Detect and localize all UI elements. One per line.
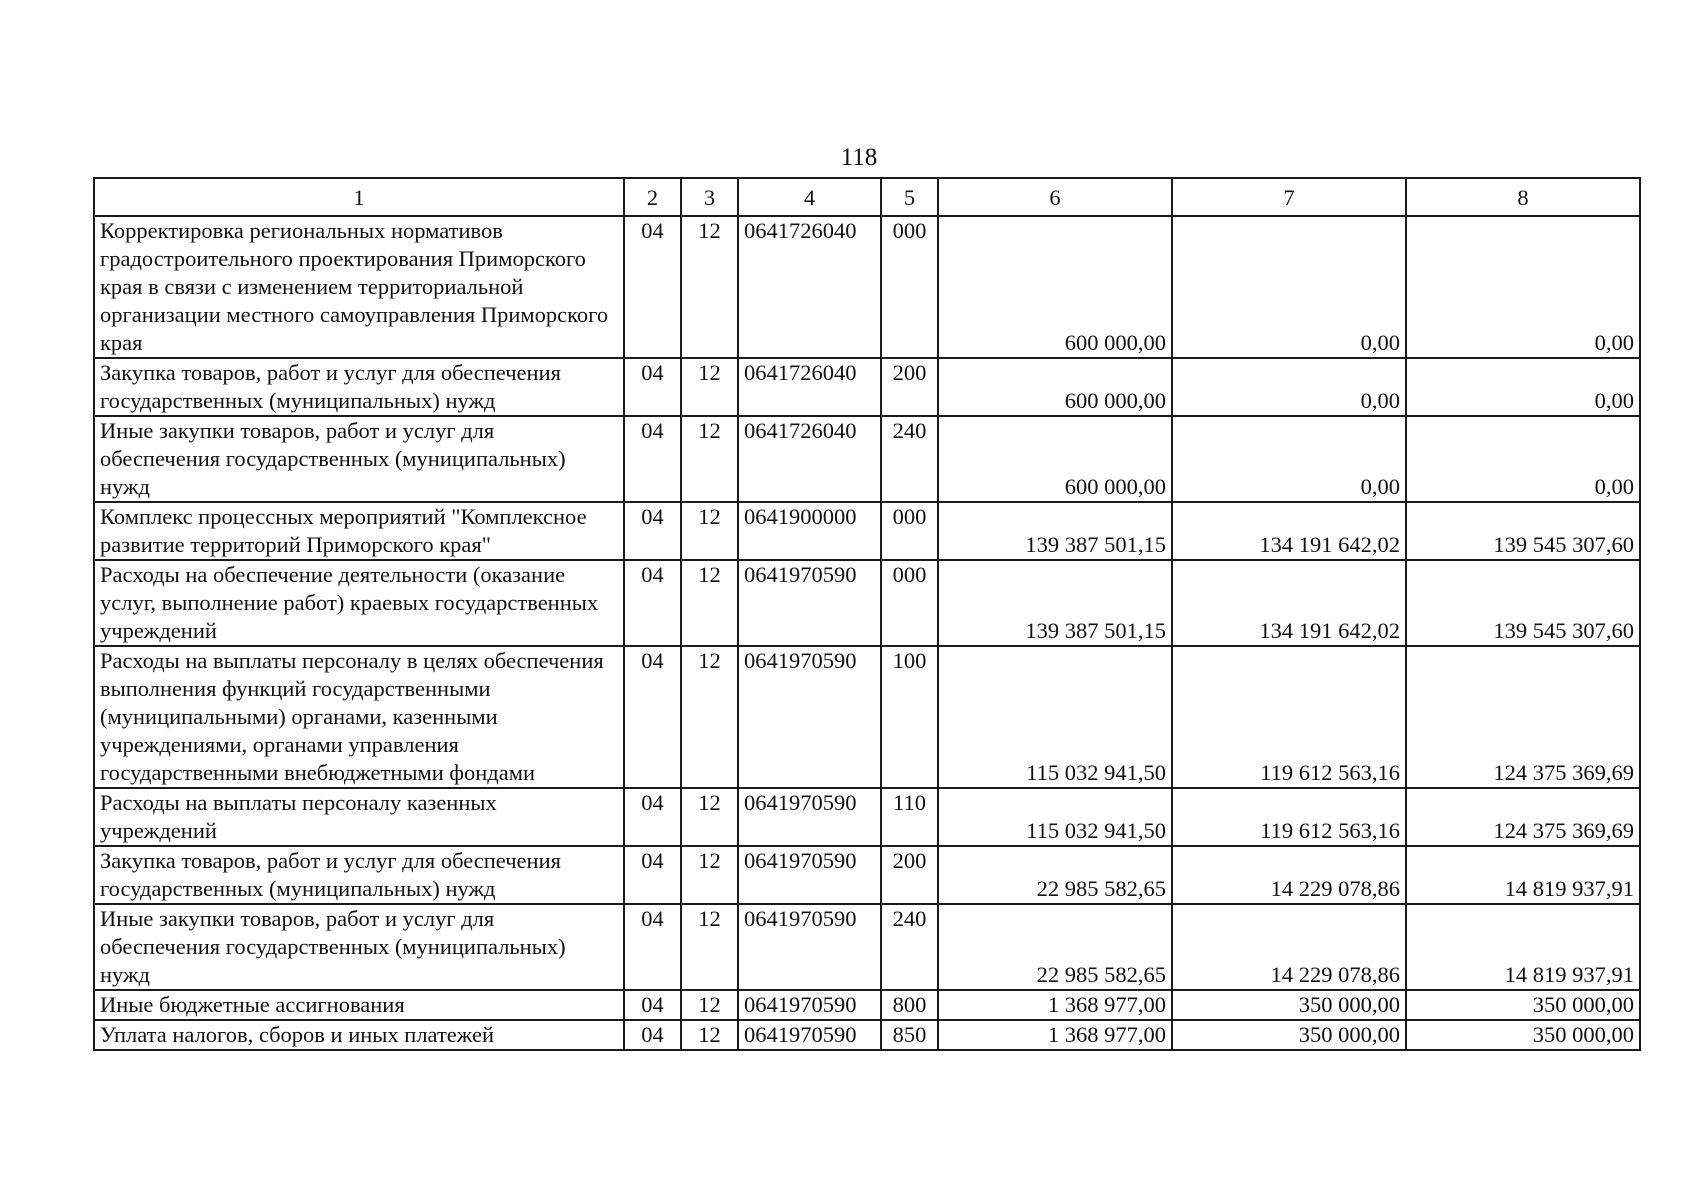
section-code-cell: 04 xyxy=(624,990,681,1020)
amount-col7-cell: 350 000,00 xyxy=(1172,1020,1406,1050)
amount-col8-cell: 350 000,00 xyxy=(1406,1020,1640,1050)
row-name-cell: Расходы на обеспечение деятельности (оказание услуг, выполнение работ) краевых государственных учреждений xyxy=(94,560,624,646)
row-name-cell: Уплата налогов, сборов и иных платежей xyxy=(94,1020,624,1050)
subsection-code-cell: 12 xyxy=(681,990,738,1020)
amount-col7-cell: 134 191 642,02 xyxy=(1172,502,1406,560)
column-header: 7 xyxy=(1172,178,1406,216)
target-code-cell: 0641970590 xyxy=(738,846,881,904)
column-header: 8 xyxy=(1406,178,1640,216)
page-number: 118 xyxy=(840,144,878,171)
budget-table xyxy=(93,177,1641,1051)
amount-col8-cell: 139 545 307,60 xyxy=(1406,502,1640,560)
subsection-code-cell: 12 xyxy=(681,502,738,560)
subsection-code-cell: 12 xyxy=(681,846,738,904)
subsection-code-cell: 12 xyxy=(681,216,738,358)
table-row xyxy=(94,990,1640,1020)
target-code-cell: 0641970590 xyxy=(738,560,881,646)
row-name-cell: Комплекс процессных мероприятий "Комплексное развитие территорий Приморского края" xyxy=(94,502,624,560)
table-row xyxy=(94,904,1640,990)
table-header-row xyxy=(94,178,1640,216)
amount-col7-cell: 119 612 563,16 xyxy=(1172,788,1406,846)
amount-col6-cell: 22 985 582,65 xyxy=(938,904,1172,990)
section-code-cell: 04 xyxy=(624,216,681,358)
target-code-cell: 0641970590 xyxy=(738,990,881,1020)
amount-col8-cell: 139 545 307,60 xyxy=(1406,560,1640,646)
amount-col7-cell: 14 229 078,86 xyxy=(1172,904,1406,990)
row-name-cell: Закупка товаров, работ и услуг для обеспечения государственных (муниципальных) нужд xyxy=(94,846,624,904)
target-code-cell: 0641970590 xyxy=(738,646,881,788)
section-code-cell: 04 xyxy=(624,1020,681,1050)
target-code-cell: 0641900000 xyxy=(738,502,881,560)
subsection-code-cell: 12 xyxy=(681,416,738,502)
section-code-cell: 04 xyxy=(624,560,681,646)
amount-col8-cell: 350 000,00 xyxy=(1406,990,1640,1020)
expense-type-cell: 200 xyxy=(881,846,938,904)
table-row xyxy=(94,416,1640,502)
table-row xyxy=(94,560,1640,646)
subsection-code-cell: 12 xyxy=(681,904,738,990)
target-code-cell: 0641970590 xyxy=(738,788,881,846)
subsection-code-cell: 12 xyxy=(681,646,738,788)
amount-col8-cell: 124 375 369,69 xyxy=(1406,646,1640,788)
column-header: 6 xyxy=(938,178,1172,216)
amount-col6-cell: 22 985 582,65 xyxy=(938,846,1172,904)
column-header: 1 xyxy=(94,178,624,216)
amount-col6-cell: 115 032 941,50 xyxy=(938,646,1172,788)
amount-col6-cell: 600 000,00 xyxy=(938,358,1172,416)
amount-col6-cell: 600 000,00 xyxy=(938,416,1172,502)
amount-col8-cell: 0,00 xyxy=(1406,358,1640,416)
expense-type-cell: 000 xyxy=(881,560,938,646)
table-row xyxy=(94,788,1640,846)
target-code-cell: 0641726040 xyxy=(738,416,881,502)
column-header: 4 xyxy=(738,178,881,216)
section-code-cell: 04 xyxy=(624,416,681,502)
table-row xyxy=(94,358,1640,416)
expense-type-cell: 110 xyxy=(881,788,938,846)
table-row xyxy=(94,646,1640,788)
subsection-code-cell: 12 xyxy=(681,788,738,846)
target-code-cell: 0641970590 xyxy=(738,1020,881,1050)
subsection-code-cell: 12 xyxy=(681,560,738,646)
table-row xyxy=(94,846,1640,904)
amount-col6-cell: 115 032 941,50 xyxy=(938,788,1172,846)
section-code-cell: 04 xyxy=(624,788,681,846)
expense-type-cell: 000 xyxy=(881,502,938,560)
amount-col7-cell: 0,00 xyxy=(1172,416,1406,502)
section-code-cell: 04 xyxy=(624,846,681,904)
section-code-cell: 04 xyxy=(624,358,681,416)
expense-type-cell: 850 xyxy=(881,1020,938,1050)
row-name-cell: Расходы на выплаты персоналу казенных учреждений xyxy=(94,788,624,846)
target-code-cell: 0641726040 xyxy=(738,358,881,416)
amount-col6-cell: 600 000,00 xyxy=(938,216,1172,358)
table-row xyxy=(94,216,1640,358)
section-code-cell: 04 xyxy=(624,904,681,990)
row-name-cell: Иные бюджетные ассигнования xyxy=(94,990,624,1020)
amount-col7-cell: 134 191 642,02 xyxy=(1172,560,1406,646)
row-name-cell: Закупка товаров, работ и услуг для обеспечения государственных (муниципальных) нужд xyxy=(94,358,624,416)
amount-col8-cell: 0,00 xyxy=(1406,216,1640,358)
amount-col8-cell: 124 375 369,69 xyxy=(1406,788,1640,846)
amount-col6-cell: 1 368 977,00 xyxy=(938,1020,1172,1050)
target-code-cell: 0641970590 xyxy=(738,904,881,990)
row-name-cell: Расходы на выплаты персоналу в целях обеспечения выполнения функций государственными (муниципальными) органами, казенными учреждениями, органами управления государственными внебюджетными фондами xyxy=(94,646,624,788)
amount-col6-cell: 139 387 501,15 xyxy=(938,502,1172,560)
subsection-code-cell: 12 xyxy=(681,1020,738,1050)
expense-type-cell: 800 xyxy=(881,990,938,1020)
column-header: 3 xyxy=(681,178,738,216)
expense-type-cell: 000 xyxy=(881,216,938,358)
row-name-cell: Корректировка региональных нормативов градостроительного проектирования Приморского края в связи с изменением территориальной организации местного самоуправления Приморского края xyxy=(94,216,624,358)
expense-type-cell: 100 xyxy=(881,646,938,788)
amount-col7-cell: 14 229 078,86 xyxy=(1172,846,1406,904)
amount-col7-cell: 350 000,00 xyxy=(1172,990,1406,1020)
amount-col8-cell: 14 819 937,91 xyxy=(1406,904,1640,990)
table-row xyxy=(94,502,1640,560)
amount-col7-cell: 0,00 xyxy=(1172,216,1406,358)
section-code-cell: 04 xyxy=(624,646,681,788)
column-header: 2 xyxy=(624,178,681,216)
table-row xyxy=(94,1020,1640,1050)
target-code-cell: 0641726040 xyxy=(738,216,881,358)
expense-type-cell: 240 xyxy=(881,416,938,502)
row-name-cell: Иные закупки товаров, работ и услуг для обеспечения государственных (муниципальных) нужд xyxy=(94,904,624,990)
row-name-cell: Иные закупки товаров, работ и услуг для обеспечения государственных (муниципальных) нужд xyxy=(94,416,624,502)
subsection-code-cell: 12 xyxy=(681,358,738,416)
column-header: 5 xyxy=(881,178,938,216)
amount-col6-cell: 139 387 501,15 xyxy=(938,560,1172,646)
expense-type-cell: 200 xyxy=(881,358,938,416)
amount-col7-cell: 0,00 xyxy=(1172,358,1406,416)
amount-col6-cell: 1 368 977,00 xyxy=(938,990,1172,1020)
expense-type-cell: 240 xyxy=(881,904,938,990)
amount-col8-cell: 14 819 937,91 xyxy=(1406,846,1640,904)
amount-col7-cell: 119 612 563,16 xyxy=(1172,646,1406,788)
section-code-cell: 04 xyxy=(624,502,681,560)
amount-col8-cell: 0,00 xyxy=(1406,416,1640,502)
